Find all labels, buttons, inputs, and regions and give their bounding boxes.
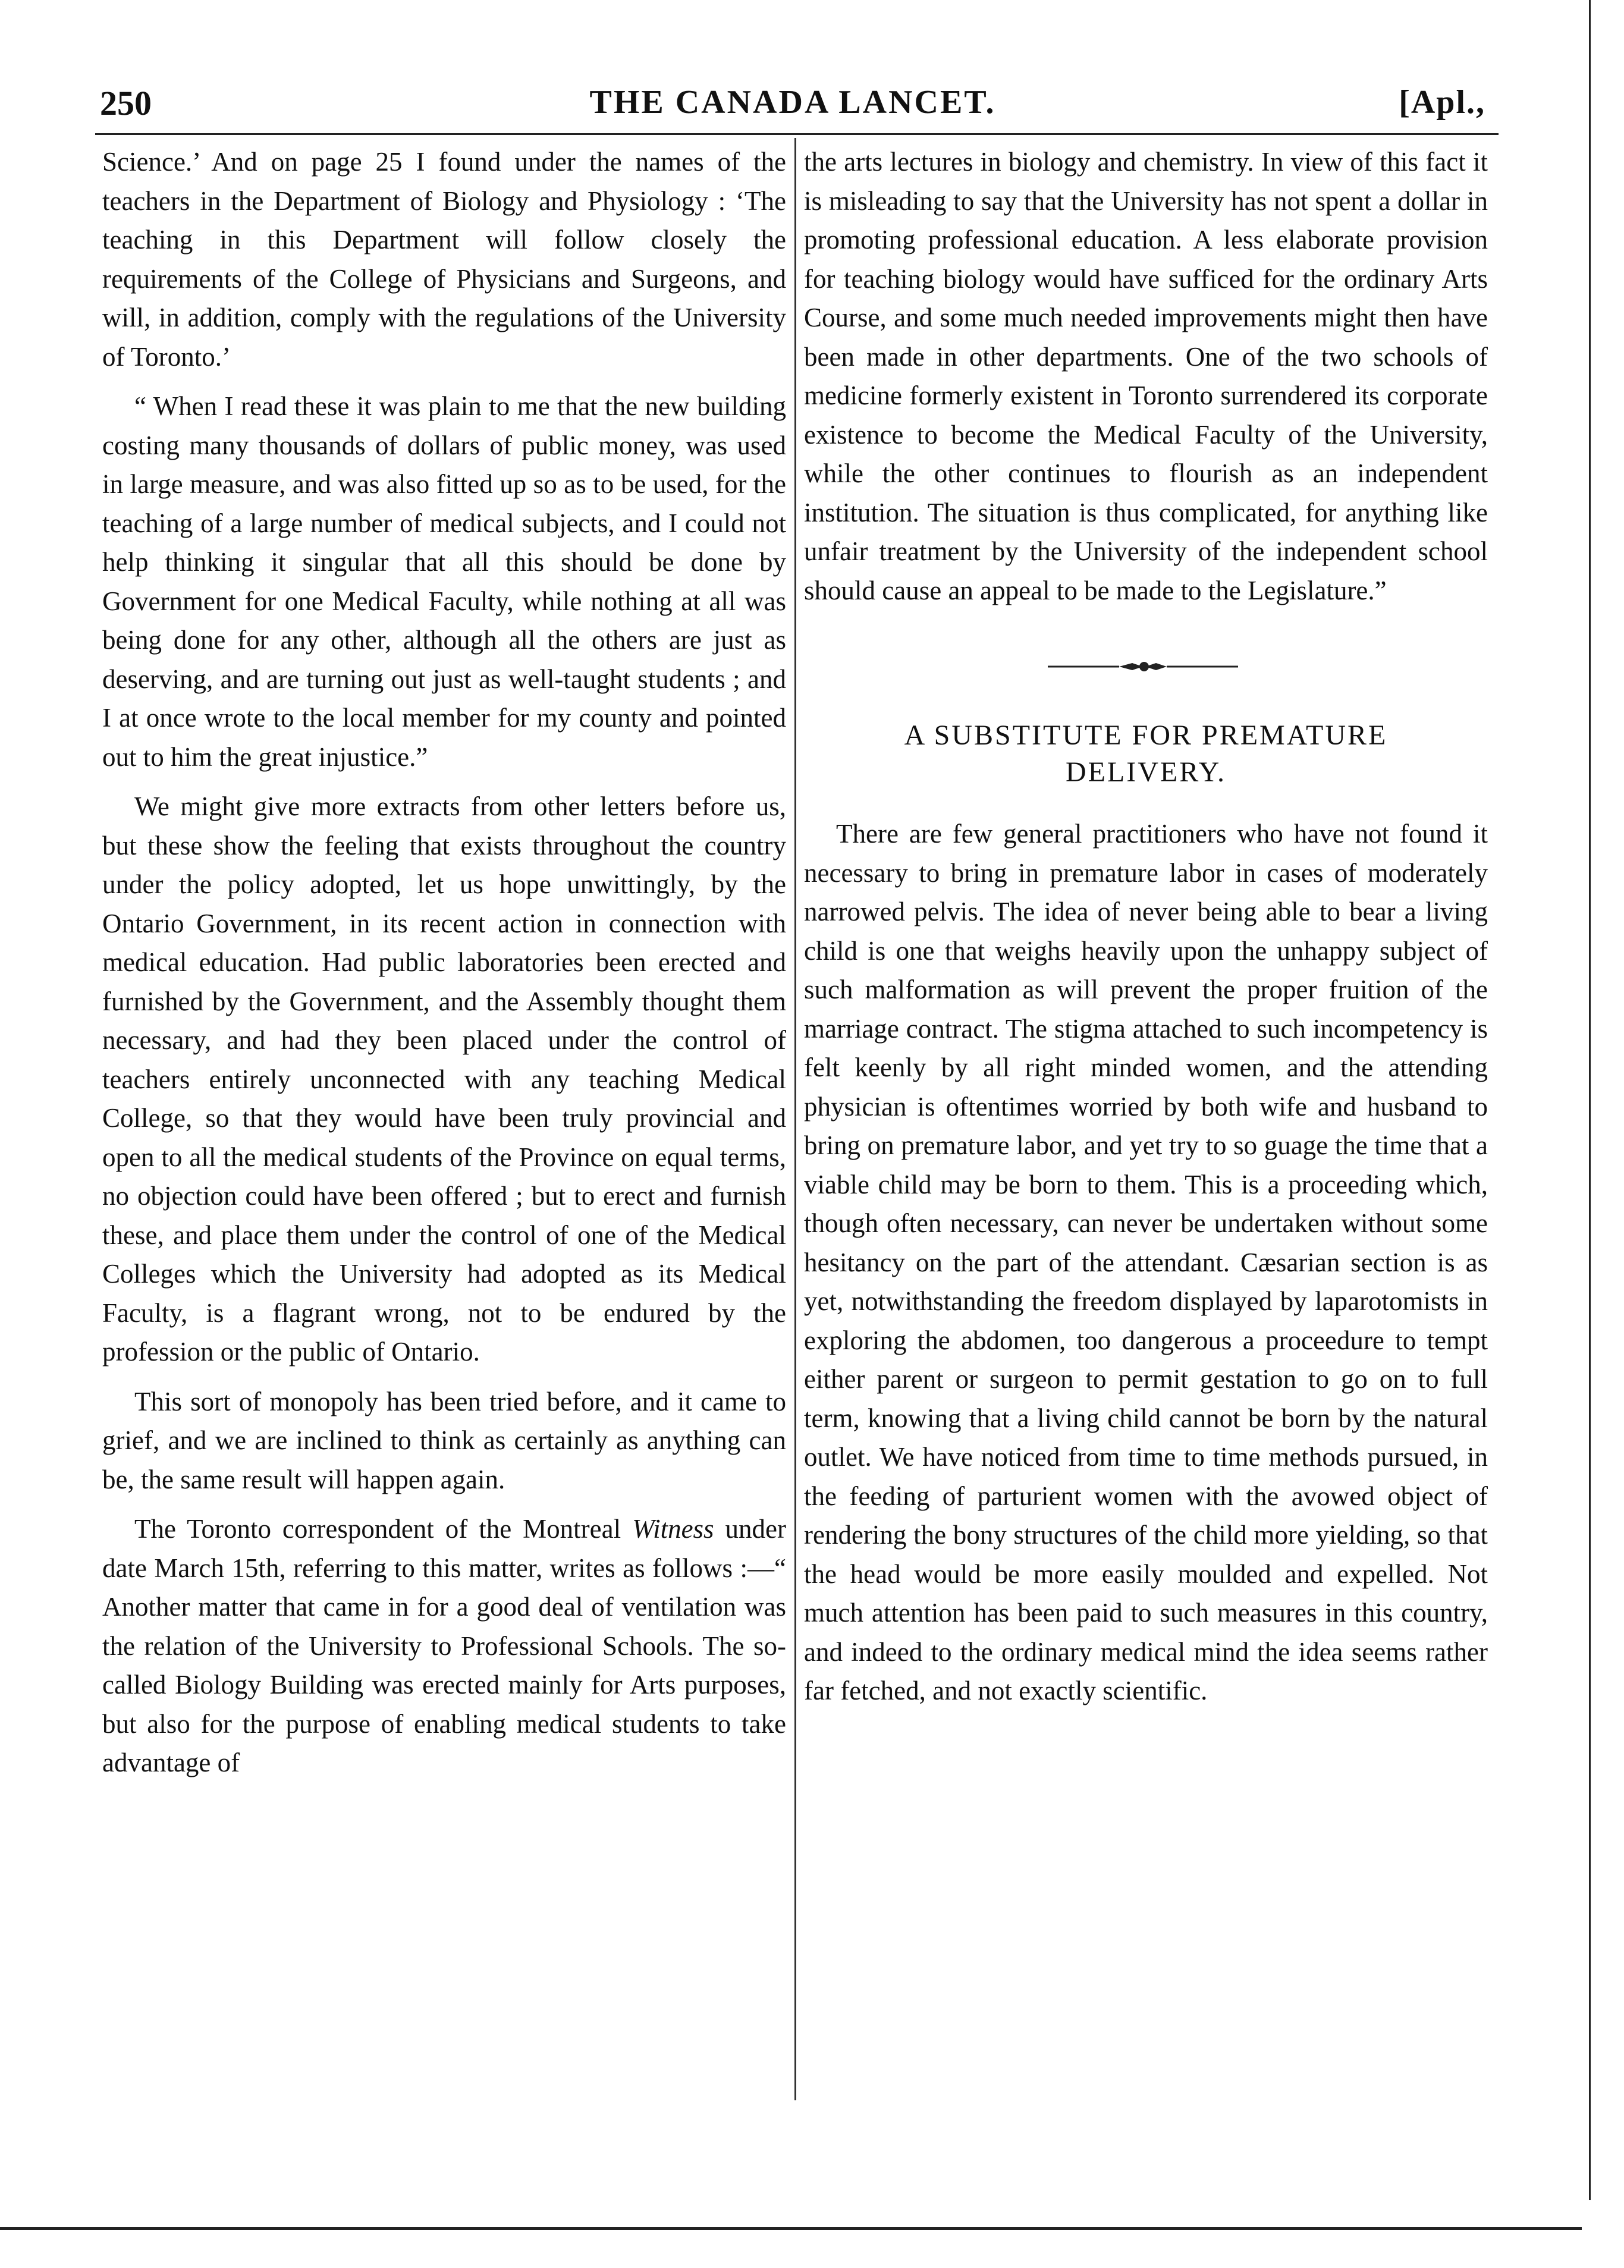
paragraph: There are few general practitioners who have not found it necessary to bring in premature labor in cases of moderately narrowed pelvis. The idea of never being able to bear a living child is one that weighs heavily upon the unhappy subject of such malformation as will prevent the proper fruition of the marriage contract. The stigma attached to such incompetency is felt keenly by all right minded women, and the attending physician is oftentimes worried by both wife and husband to bring on premature labor, and yet try to so guage the time that a viable child may be born to them. This is a proceeding which, though often necessary, can never be undertaken without some hesitancy on the part of the attendant. Cæsarian section is as yet, notwithstanding the freedom displayed by laparotomists in exploring the abdomen, too dangerous a proceedure to tempt either parent or surgeon to permit gestation to go on to full term, knowing that a living child cannot be born by the natural outlet. We have noticed from time to time methods pursued, in the feeding of parturient women with the avowed object of rendering the bony structures of the child more yielding, so that the head would be more easily moulded and expelled. Not much attention has been paid to such measures in this country, and indeed to the ordinary medical mind the idea seems rather far fetched, and not exactly scientific. bbox=[804, 819, 1488, 1705]
page-number: 250 bbox=[100, 84, 152, 122]
bottom-rule bbox=[0, 2227, 1582, 2230]
paragraph: the arts lectures in biology and chemistry. In view of this fact it is misleading to say that the University has not spent a dollar in promoting professional education. A less elaborate provision for teaching biology would have sufficed for the ordinary Arts Course, and some much needed improvements might then have been made in other departments. One of the two schools of medicine formerly existent in Toronto surrendered its corporate existence to become the Medical Faculty of the University, while the other continues to flourish as an independent institution. The situation is thus complicated, for anything like unfair treatment by the University of the independent school should cause an appeal to be made to the Legislature.” bbox=[804, 147, 1488, 605]
journal-title: THE CANADA LANCET. bbox=[589, 84, 996, 121]
right-column bbox=[804, 143, 1488, 1722]
header-rule bbox=[95, 133, 1499, 135]
page-header bbox=[88, 83, 1497, 131]
text-run: under date March 15th, referring to this matter, writes as follows :—“ Another matter that came in for a good deal of ventilation was the relation of the University to Professional Schools. The so-called Biology Building was erected mainly for Arts purposes, but also for the purpose of enabling medical students to take advantage of bbox=[102, 1514, 786, 1777]
newspaper-name: Witness bbox=[632, 1514, 714, 1544]
left-column bbox=[102, 143, 786, 1793]
column-divider bbox=[794, 138, 796, 2100]
section-ornament bbox=[804, 640, 1488, 693]
paragraph-witness bbox=[102, 1510, 786, 1783]
section-title bbox=[804, 717, 1488, 791]
page-edge-line bbox=[1589, 0, 1591, 2200]
title-line: DELIVERY. bbox=[1065, 756, 1227, 788]
issue-month: [Apl., bbox=[1399, 84, 1485, 121]
title-line: A SUBSTITUTE FOR PREMATURE bbox=[904, 720, 1388, 751]
text-run: The Toronto correspondent of the Montreal bbox=[134, 1514, 633, 1544]
paragraph: Science.’ And on page 25 I found under the names of the teachers in the Department of Biology and Physiology : ‘The teaching in this Department will follow closely the requirements of the College of Physicians and Surgeons, and will, in addition, comply with the regulations of the University of Toronto.’ bbox=[102, 147, 786, 372]
paragraph: This sort of monopoly has been tried before, and it came to grief, and we are inclined to think as certainly as anything can be, the same result will happen again. bbox=[102, 1386, 786, 1494]
paragraph: We might give more extracts from other letters before us, but these show the feeling that exists throughout the country under the policy adopted, let us hope unwittingly, by the Ontario Government, in its recent action in connection with medical education. Had public laboratories been erected and furnished by the Government, and the Assembly thought them necessary, and had they been placed under the control of teachers entirely unconnected with any teaching Medical College, so that they would have been truly provincial and open to all the medical students of the Province on equal terms, no objection could have been offered ; but to erect and furnish these, and place them under the control of one of the Medical Colleges which the University had adopted as its Medical Faculty, is a flagrant wrong, not to be endured by the profession or the public of Ontario. bbox=[102, 791, 786, 1367]
paragraph: “ When I read these it was plain to me that the new building costing many thousands of dollars of public money, was used in large measure, and was also fitted up so as to be used, for the teaching of a large number of medical subjects, and I could not help thinking it singular that all this should be done by Government for one Medical Faculty, while nothing at all was being done for any other, although all the others are just as deserving, and are turning out just as well-taught students ; and I at once wrote to the local member for my county and pointed out to him the great injustice.” bbox=[102, 391, 786, 772]
